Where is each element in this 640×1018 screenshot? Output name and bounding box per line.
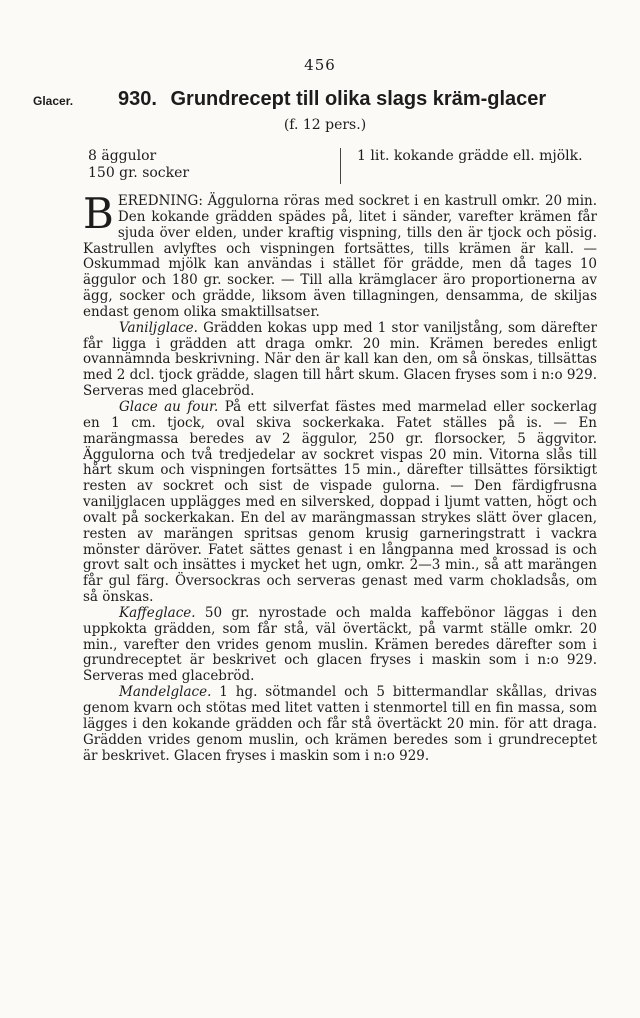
ingredients-left <box>88 148 189 182</box>
section-text: Grädden kokas upp med 1 stor vaniljstång, som därefter får ligga i grädden att draga omkr. 20 min. Krämen beredes enligt ovannämnda beskrivning. När den är kall kan den, om så önskas, tillsättas med 2 dcl. tjock grädde, slagen till hårt skum. Glacen fryses som i n:o 929. Serveras med glacebröd. <box>83 319 597 400</box>
section-text: 50 gr. nyrostade och malda kaffebönor läggas i den uppkokta grädden, som får stå, väl övertäckt, på varmt ställe omkr. 20 min., varefter den vrides genom muslin. Krämen beredes därefter som i grundreceptet är beskrivet och glacen fryses i maskin som i n:o 929. Serveras med glacebröd. <box>83 604 597 685</box>
recipe-number: 930. <box>118 88 157 110</box>
drop-cap: B <box>83 189 114 238</box>
recipe-title: Grundrecept till olika slags kräm-glacer <box>170 88 547 110</box>
margin-label: Glacer. <box>33 94 74 108</box>
section-paragraph <box>83 400 597 606</box>
section-paragraph <box>83 321 597 400</box>
intro-text: Äggulorna röras med sockret i en kastrull omkr. 20 min. Den kokande grädden spädes på, litet i sänder, varefter krämen får sjuda över elden, under kraftig vispning, tills den är tjock och pösig. Kastrullen avlyftes och vispningen fortsättes, tills krämen är kall. — Oskummad mjölk kan användas i stället för grädde, men då tages 10 äggulor och 180 gr. socker. — Till alla krämglacer äro proportionerna av ägg, socker och grädde, liksom även tillagningen, densamma, de skiljas endast genom olika smaktillsatser. <box>83 193 597 320</box>
intro-label: EREDNING: <box>117 193 203 209</box>
ingredients-right <box>340 148 583 184</box>
recipe-heading <box>118 88 546 111</box>
recipe-body <box>83 189 598 764</box>
section-title: Mandelglace. <box>119 684 212 701</box>
section-text: På ett silverfat fästes med marmelad eller sockerlag en 1 cm. tjock, oval skiva sockerkaka. Fatet ställes på is. — En marängmassa beredes av 2 äggulor, 250 gr. florsocker, 5 äggvitor. Äggulorna och två tredjedelar av sockret vispas 20 min. Vitorna slås till hårt skum och vispningen fortsättes 15 min., därefter tillsättes försiktigt resten av sockret och sist de vispade gulorna. — Den färdigfrusna vaniljglacen upplägges med en silversked, doppad i ljumt vatten, högt och ovalt på sockerkakan. En del av marängmassan strykes slätt över glacen, resten av marängen spritsas genom krusig garneringstratt i vackra mönster däröver. Fatet sättes genast i en långpanna med krossad is och grovt salt och insättes i mycket het ugn, omkr. 2—3 min., så att marängen får gul färg. Översockras och serveras genast med varm chokladsås, om så önskas. <box>83 398 598 606</box>
ingredient: 8 äggulor <box>88 148 157 164</box>
ingredient: 150 gr. socker <box>88 165 190 181</box>
section-title: Vaniljglace. <box>119 319 198 336</box>
page-number: 456 <box>304 56 336 74</box>
section-text: 1 hg. sötmandel och 5 bittermandlar skållas, drivas genom kvarn och stötas med litet vatten i stenmortel till en fin massa, som lägges i den kokande grädden och får stå övertäckt 20 min. för att draga. Grädden vrides genom muslin, och krämen beredes som i grundreceptet är beskrivet. Glacen fryses i maskin som i n:o 929. <box>83 684 597 764</box>
servings: (f. 12 pers.) <box>283 117 367 133</box>
intro-paragraph <box>83 189 597 321</box>
ingredient: 1 lit. kokande grädde ell. mjölk. <box>357 148 583 164</box>
section-title: Kaffeglace. <box>119 604 196 621</box>
section-paragraph <box>83 685 597 764</box>
section-paragraph <box>83 606 597 685</box>
section-title: Glace au four. <box>119 398 219 415</box>
